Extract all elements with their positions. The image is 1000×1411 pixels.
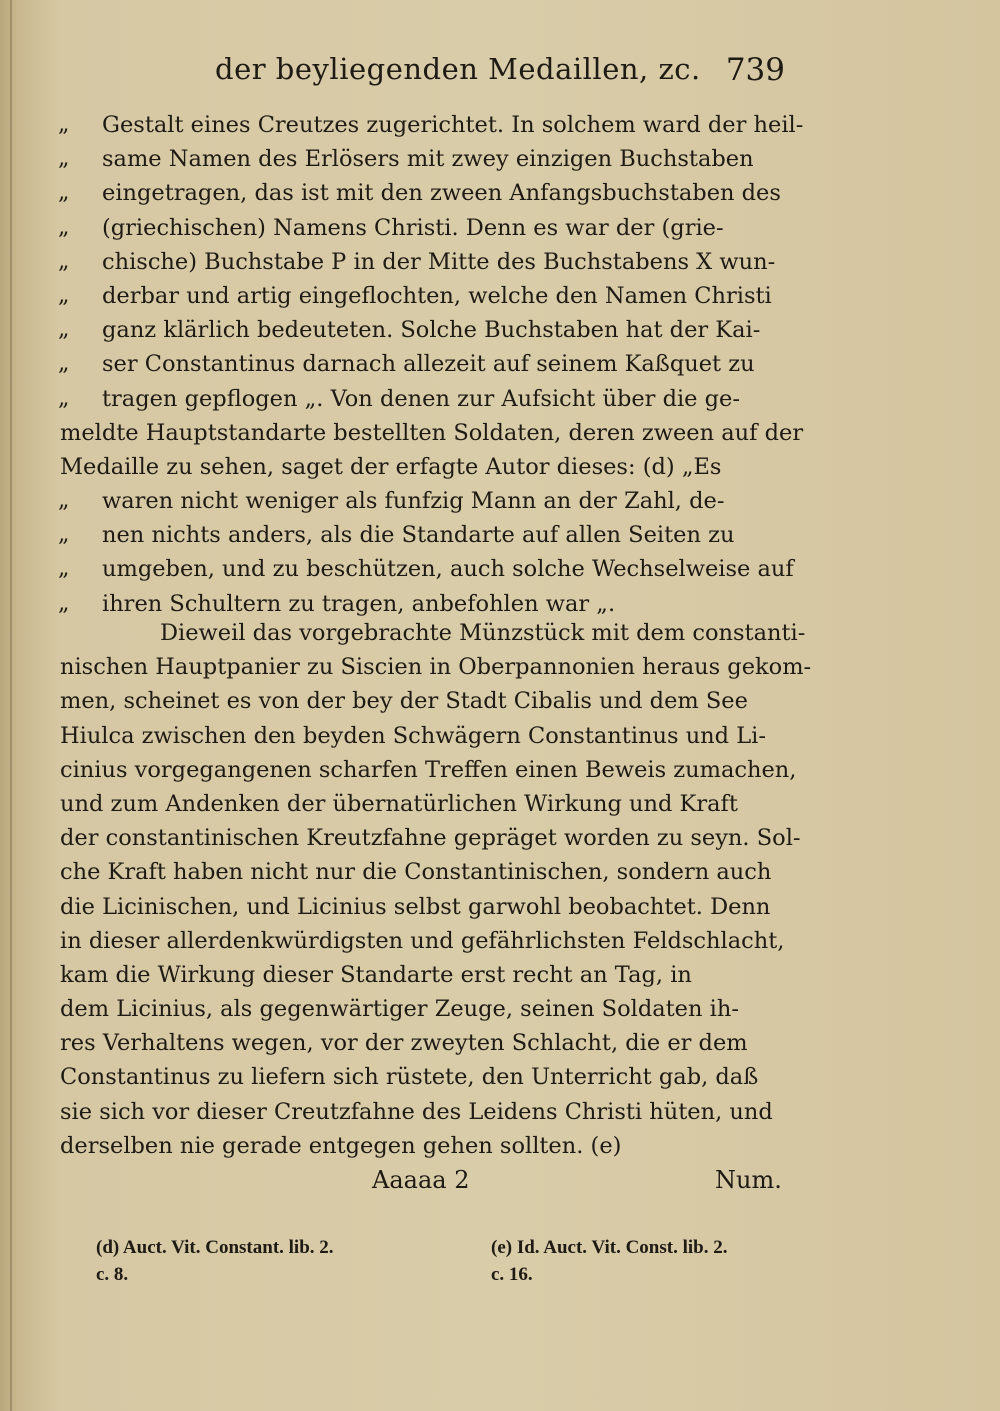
text-line [58,416,828,450]
paragraph-line: dem Licinius, als gegenwärtiger Zeuge, seinen Soldaten ih- [60,996,739,1023]
quote-line [58,552,828,586]
footnote-line: c. 8. [96,1264,129,1285]
footnote-line: c. 16. [491,1264,533,1285]
quote-text: waren nicht weniger als funfzig Mann an der Zahl, de- [102,488,725,515]
quote-line [58,176,828,210]
paragraph-line: die Licinischen, und Licinius selbst garwohl beobachtet. Denn [60,893,771,920]
paragraph-line: Constantinus zu liefern sich rüstete, den Unterricht gab, daß [60,1064,759,1091]
line-text: meldte Hauptstandarte bestellten Soldaten, deren zween auf der [60,419,804,446]
quote-text: (griechischen) Namens Christi. Denn es war der (grie- [102,214,724,241]
line-text: Medaille zu sehen, saget der erfagte Autor dieses: (d) „Es [60,453,722,480]
quote-line [58,347,828,381]
quote-mark: „ [58,385,70,411]
quotation-block [58,108,828,621]
quote-mark: „ [58,112,70,137]
quote-mark: „ [58,522,70,548]
page-number: 739 [725,52,785,88]
quote-mark: „ [58,590,70,616]
quote-text: chische) Buchstabe P in der Mitte des Buchstabens X wun- [102,248,776,275]
quote-mark: „ [58,488,70,514]
footnotes [96,1234,836,1294]
paragraph-line: che Kraft haben nicht nur die Constantinischen, sondern auch [60,859,772,886]
running-head: der beyliegenden Medaillen, zc. [215,52,701,86]
quote-text: Gestalt eines Creutzes zugerichtet. In solchem ward der heil- [102,112,804,138]
quote-line [58,313,828,347]
quote-mark: „ [58,146,70,172]
quote-text: nen nichts anders, als die Standarte auf allen Seiten zu [102,522,735,549]
signature-mark: Aaaaa 2 [372,1166,470,1194]
footnote-line: (e) Id. Auct. Vit. Const. lib. 2. [491,1237,728,1258]
quote-text: eingetragen, das ist mit den zween Anfangsbuchstaben des [102,180,781,207]
quote-mark: „ [58,282,70,308]
quote-text: tragen gepflogen „. Von denen zur Aufsicht über die ge- [102,385,740,412]
quote-line [58,108,828,142]
catchword: Num. [715,1166,782,1194]
footnote-e [491,1234,727,1288]
signature-line [0,1166,1000,1206]
footnote-line: (d) Auct. Vit. Constant. lib. 2. [96,1237,334,1258]
paragraph-line: der constantinischen Kreutzfahne gepräget worden zu seyn. Sol- [60,825,801,852]
text-line [58,450,828,484]
footnote-d [96,1234,334,1288]
paragraph-line: und zum Andenken der übernatürlichen Wirkung und Kraft [60,790,738,817]
paragraph-line: cinius vorgegangenen scharfen Treffen einen Beweis zumachen, [60,756,797,783]
paragraph-line: Dieweil das vorgebrachte Münzstück mit dem constanti- [160,620,806,646]
quote-line [58,211,828,245]
quote-mark: „ [58,556,70,582]
paragraph-line: nischen Hauptpanier zu Siscien in Oberpannonien heraus gekom- [60,654,812,681]
paragraph-line: Hiulca zwischen den beyden Schwägern Constantinus und Li- [60,722,766,749]
paragraph-line: in dieser allerdenkwürdigsten und gefährlichsten Feldschlacht, [60,927,785,954]
paragraph-line: kam die Wirkung dieser Standarte erst recht an Tag, in [60,961,692,988]
page-header [215,52,785,92]
quote-text: ihren Schultern zu tragen, anbefohlen war „. [102,590,616,617]
quote-text: ser Constantinus darnach allezeit auf seinem Kaßquet zu [102,351,755,378]
quote-text: ganz klärlich bedeuteten. Solche Buchstaben hat der Kai- [102,317,761,344]
paragraph-line: men, scheinet es von der bey der Stadt Cibalis und dem See [60,688,748,715]
paragraph-line: sie sich vor dieser Creutzfahne des Leidens Christi hüten, und [60,1098,773,1125]
quote-mark: „ [58,317,70,343]
paragraph-line: res Verhaltens wegen, vor der zweyten Schlacht, die er dem [60,1030,748,1057]
quote-line [58,142,828,176]
body-paragraph [60,616,820,1163]
quote-line [58,245,828,279]
quote-line [58,279,828,313]
quote-mark: „ [58,214,70,240]
quote-mark: „ [58,351,70,377]
quote-line [58,484,828,518]
quote-text: derbar und artig eingeflochten, welche den Namen Christi [102,282,772,309]
quote-mark: „ [58,180,70,206]
quote-line [58,518,828,552]
quote-text: same Namen des Erlösers mit zwey einzigen Buchstaben [102,146,754,173]
paragraph-line: derselben nie gerade entgegen gehen sollten. (e) [60,1132,622,1159]
quote-mark: „ [58,248,70,274]
quote-text: umgeben, und zu beschützen, auch solche Wechselweise auf [102,556,794,583]
quote-line [58,382,828,416]
